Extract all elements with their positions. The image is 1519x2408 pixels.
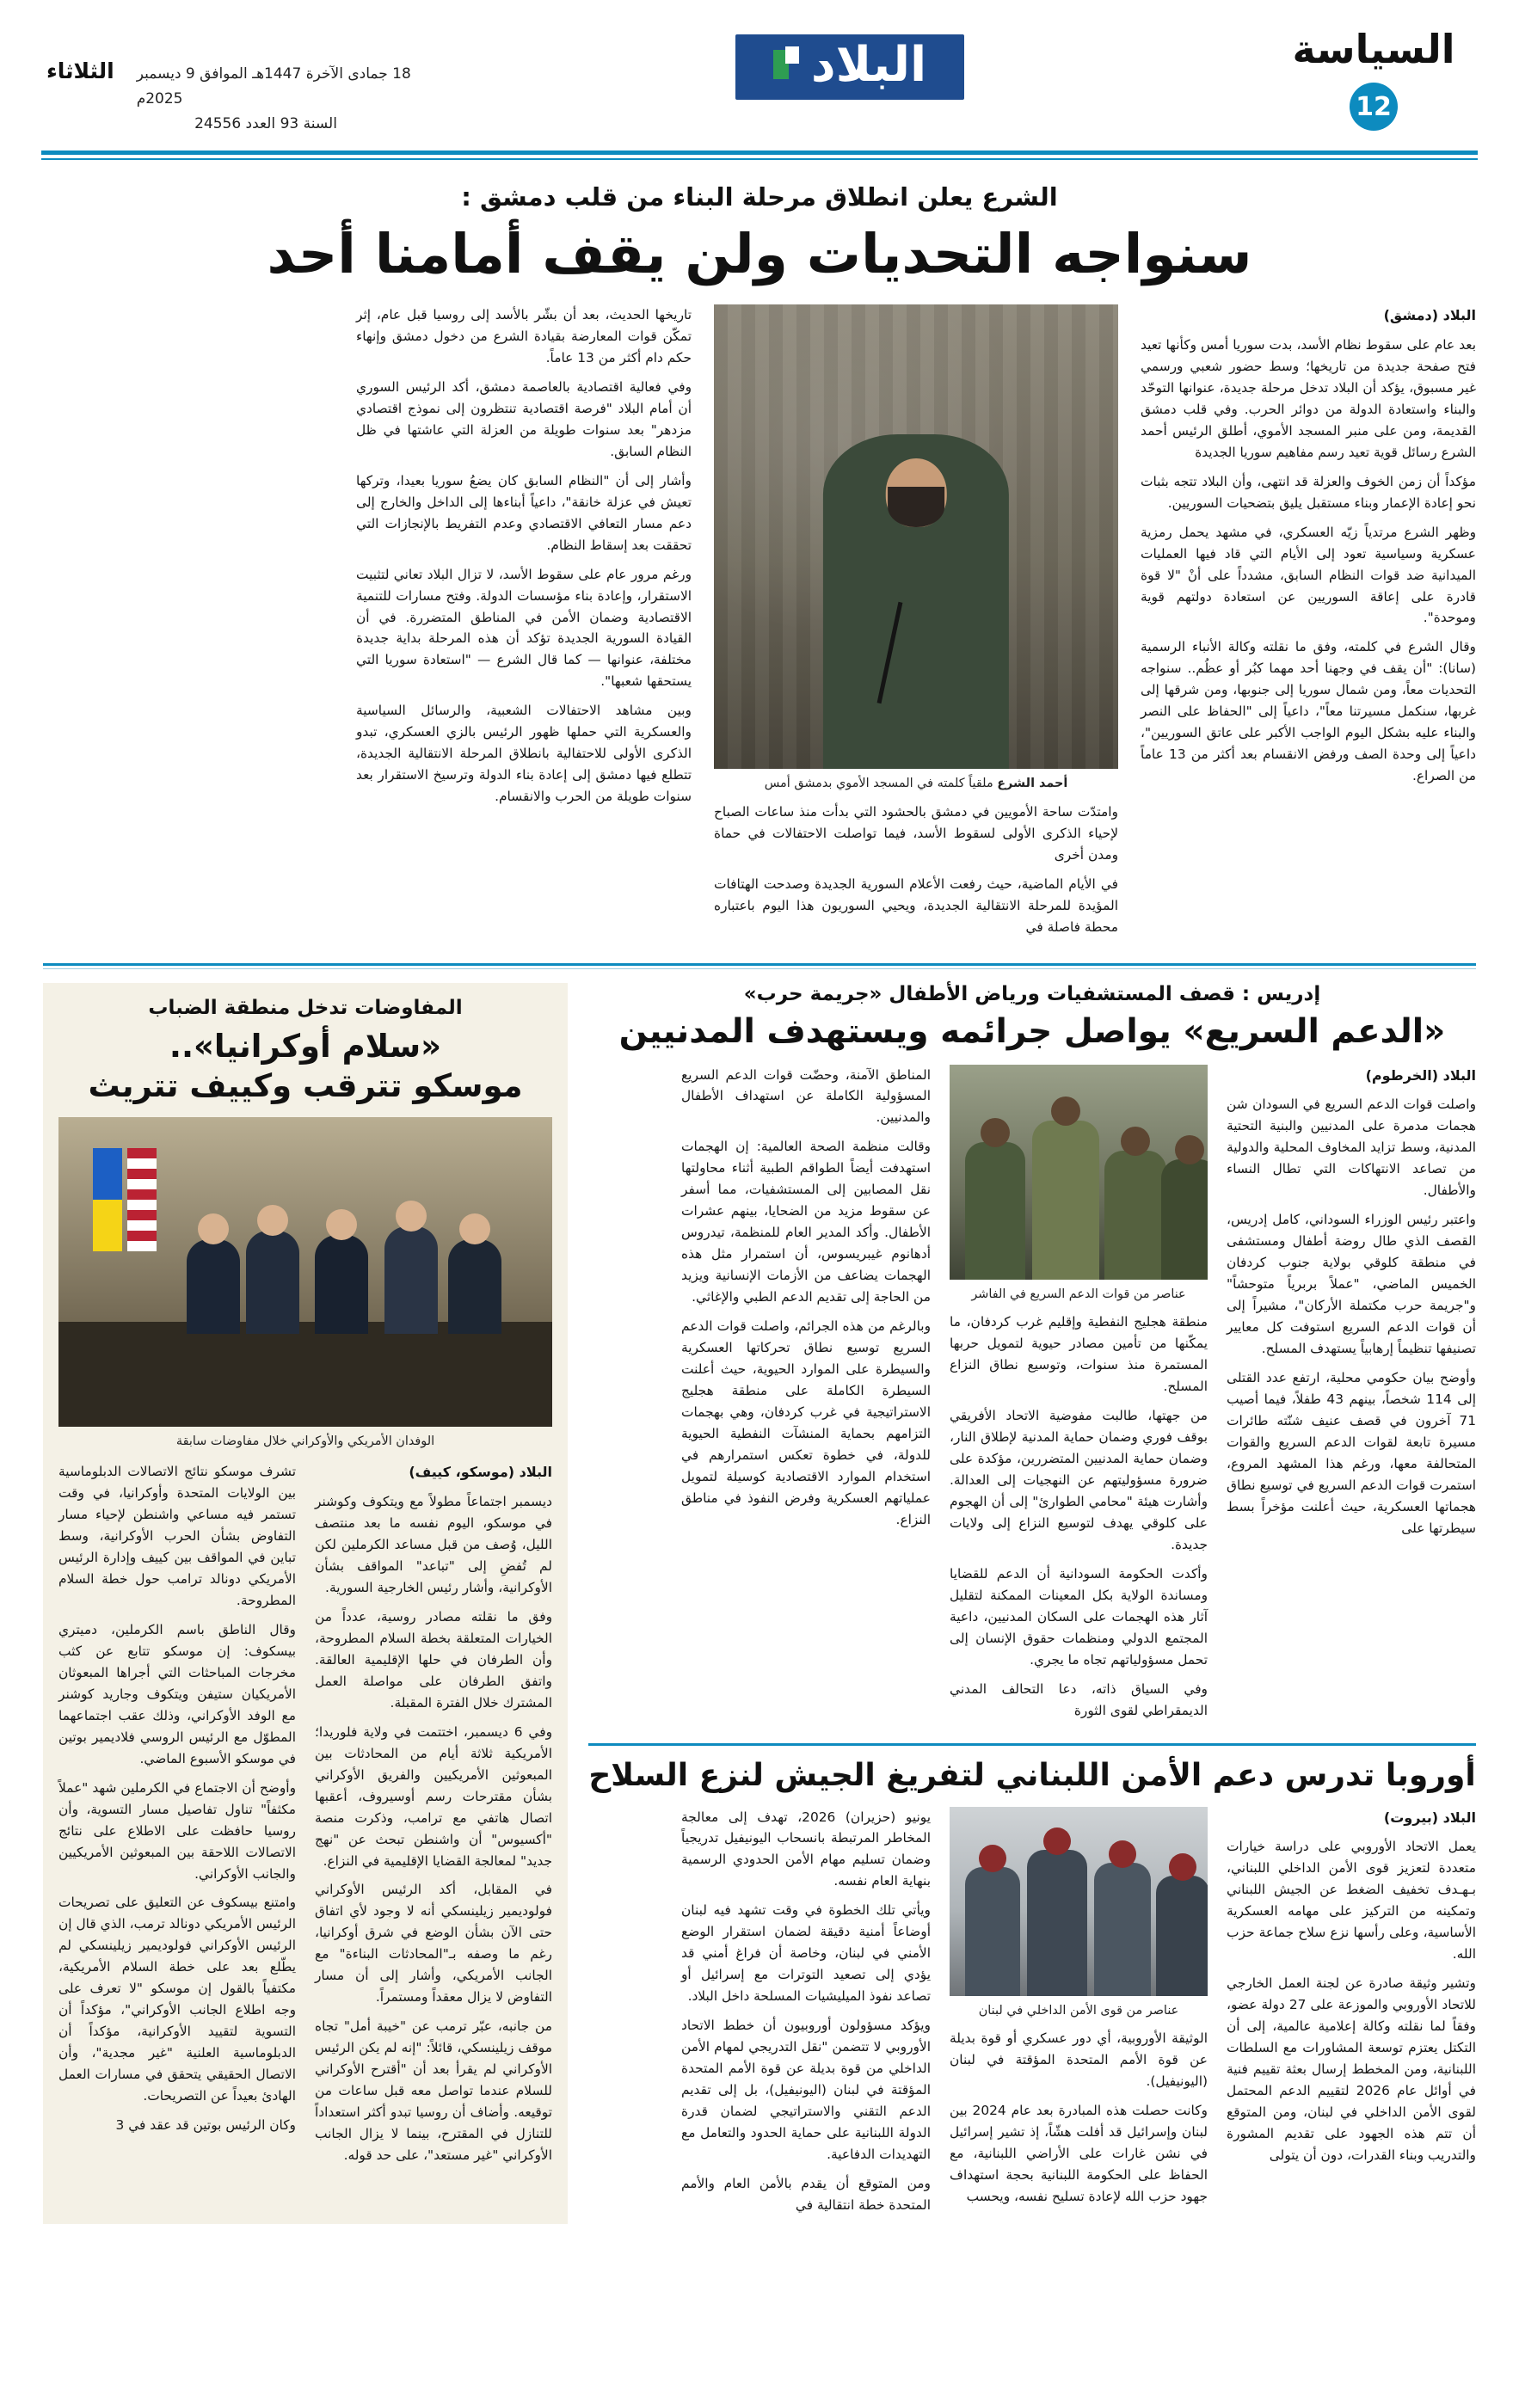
lead-photo-caption <box>714 769 1118 793</box>
paragraph: وامتنع بيسكوف عن التعليق على تصريحات الرئيس الأمريكي دونالد ترمب، الذي قال إن الرئيس الأوكراني فولوديمير زيلينسكي لم يطّلع بعد على خطة السلام الأمريكية، مكتفياً بالقول إن موسكو "لا تعرف على وجه اطلاع الجانب الأوكراني"، مؤكداً أن التسوية لتقييد الأوكرانية، مؤكداً أن الدبلوماسية العلنية "غير مجدية"، وأن الاتصال الحقيقي يتحقق في مسارات العمل الهادئ بعيداً عن التصريحات. <box>58 1895 296 2104</box>
paragraph: ورغم مرور عام على سقوط الأسد، لا تزال البلاد تعاني لتثبيت الاستقرار، وإعادة بناء مؤسسات الدولة. وفتح مسارات للتنمية الاقتصادية وضمان الأمن في المناطق المتضررة. في أن القيادة السورية الجديدة تؤكد أن هذه المرحلة بداية جديدة مختلفة، عنوانها — كما قال الشرع — "استعادة سوريا التي يستحقها شعبها". <box>356 566 692 690</box>
paragraph: من جانبه، عبّر ترمب عن "خيبة أمل" تجاه موقف زيلينسكي، قائلاً: "إنه لم يكن الرئيس الأوكراني لم يقرأ بعد أن "أقترح الأوكراني للسلام عندما تواصل معه قبل ساعات من توقيعه. وأضاف أن روسيا تبدو أكثر استعداداً للتنازل في المقترح، بينما لا يزال الجانب الأوكراني "غير مستعد"، على حد قوله. <box>315 2018 552 2163</box>
lebanon-col-mid <box>950 1807 1208 2224</box>
ukraine-headline-line2: موسكو تترقب وكييف تتريث <box>88 1067 523 1105</box>
paragraph: منطقة هجليج النفطية وإقليم غرب كردفان، ما يمكّنها من تأمين مصادر حيوية لتمويل حربها المستمرة منذ سنوات، وتوسيع نطاق النزاع المسلح. <box>950 1314 1208 1395</box>
paragraph: الوثيقة الأوروبية، أي دور عسكري أو قوة بديلة عن قوة الأمم المتحدة المؤقتة في لبنان (اليونيفيل). <box>950 2030 1208 2090</box>
lebanon-rule <box>588 1743 1476 1746</box>
paragraph: وكان الرئيس بوتين قد عقد في 3 <box>115 2117 296 2133</box>
lebanon-col-left <box>681 1807 931 2224</box>
paragraph: تشرف موسكو نتائج الاتصالات الدبلوماسية بين الولايات المتحدة وأوكرانيا، في وقت تستمر فيه مساعي واشنطن لإحياء مسار التفاوض بشأن الحرب الأوكرانية، وسط تباين في المواقف بين كييف وإدارة الرئيس الأمريكي دونالد ترامب حول خطة السلام المطروحة. <box>58 1464 296 1609</box>
paragraph: وفي 6 ديسمبر، اختتمت في ولاية فلوريدا؛ الأمريكية ثلاثة أيام من المحادثات بين المبعوثين الأمريكيين والفريق الأوكراني بشأن مقترحات رسم أوسيروف، أعقبها اتصال هاتفي مع ترامب، وذكرت منصة "أكسيوس" أن واشنطن تبحث عن "نهج جديد" لمعالجة القضايا الإقليمية في النزاع. <box>315 1723 553 1869</box>
paragraph: وكانت حصلت هذه المبادرة بعد عام 2024 بين لبنان وإسرائيل قد أفلت هشّاً، إذ تشير إسرائيل في نشن غارات على الأراضي اللبنانية، مع الحفاظ على الحكومة اللبنانية بحجة استهداف جهود حزب الله لإعادة تسليح نفسه، ويحسب <box>950 2103 1208 2205</box>
paragraph: تاريخها الحديث، بعد أن بشّر بالأسد إلى روسيا قبل عام، إثر تمكّن قوات المعارضة بقيادة الشرع من دخول دمشق وإنهاء حكم دام أكثر من 13 عاماً. <box>356 307 692 366</box>
paragraph: وبين مشاهد الاحتفالات الشعبية، والرسائل السياسية والعسكرية التي حملها ظهور الرئيس بالزي العسكري، تبدو الذكرى الأولى للاحتفالية بانطلاق المرحلة الانتقالية الجديدة، تتطلع فيها دمشق إلى إعادة بناء الدولة وترسيخ الاستقرار بعد سنوات طويلة من الحرب والانقسام. <box>356 703 692 805</box>
caption-text: ملقياً كلمته في المسجد الأموي بدمشق أمس <box>764 777 993 791</box>
paragraph: وقال الناطق باسم الكرملين، دميتري بيسكوف: إن موسكو تتابع عن كثب مخرجات المباحثات التي أجراها المبعوثان الأمريكيان ستيفن ويتكوف وجاريد كوشنر مع الوفد الأوكراني، وذلك عقب اجتماعهما المطوّل مع الرئيس الروسي فلاديمير بوتين في موسكو الأسبوع الماضي. <box>58 1622 296 1766</box>
sudan-col-left <box>681 1065 931 1729</box>
sudan-col-mid <box>950 1065 1208 1729</box>
paragraph: وأشار إلى أن "النظام السابق كان يضعُ سوريا بعيدا، وتركها تعيش في عزلة خانقة"، داعياً أبناءها إلى الداخل والخارج إلى دعم مسار التعافي الاقتصادي وعدم التفريط بالإنجازات التي تحققت بعد إسقاط النظام. <box>356 472 692 553</box>
paragraph: وأوضح أن الاجتماع في الكرملين شهد "عملاً مكثفاً" تناول تفاصيل مسار التسوية، وأن روسيا حافظت على الاطلاع على نتائج الاتصالات اللاحقة بين المبعوثين الأمريكيين والجانب الأوكراني. <box>58 1779 296 1882</box>
paragraph: ويأتي تلك الخطوة في وقت تشهد فيه لبنان أوضاعاً أمنية دقيقة لضمان استقرار الوضع الأمني في لبنان، وخاصة أن فراغ أمني قد يؤدي إلى تصعيد التوترات مع إسرائيل أو تصاعد نفوذ الميليشيات المسلحة داخل البلاد. <box>681 1902 931 2005</box>
sudan-dateline: البلاد (الخرطوم) <box>1365 1066 1476 1084</box>
lead-col-right <box>1141 304 1476 874</box>
weekday-text: الثلاثاء <box>46 58 114 83</box>
paragraph: وفي السياق ذاته، دعا التحالف المدني الديمقراطي لقوى الثورة <box>950 1680 1208 1718</box>
paragraph: مؤكداً أن زمن الخوف والعزلة قد انتهى، وأن البلاد تتجه بثبات نحو إعادة الإعمار وبناء مستقبل يليق بتضحيات السوريين. <box>1141 473 1476 511</box>
ukraine-col-right <box>315 1461 552 2174</box>
paragraph: ومن المتوقع أن يقدم بالأمن العام والأمم المتحدة خطة انتقالية في <box>681 2175 931 2213</box>
sudan-col-right <box>1227 1065 1476 1729</box>
paragraph: من جهتها، طالبت مفوضية الاتحاد الأفريقي بوقف فوري وضمان حماية المدنية لإطلاق النار، وضمان حماية المدنيين المتضررين، مؤكدة على ضرورة مسؤوليتهم عن النهجيات إلى العدالة. وأشارت هيئة "محامي الطوارئ" إلى أن الهجوم على كلوقي يهدف لتوسيع النزاع إلى ولايات جديدة. <box>950 1408 1208 1552</box>
middle-band <box>0 969 1519 2224</box>
ukraine-article <box>43 983 568 2224</box>
flag-icon <box>773 46 803 84</box>
paragraph: وأوضح بيان حكومي محلية، ارتفع عدد القتلى إلى 114 شخصاً، بينهم 43 طفلاً، فيما أصيب 71 آخرون في قصف عنيف شنّته طائرات مسيرة تابعة لقوات الدعم السريع والقوات المتحالفة معها، ورغم هذا المشهد المروع، استمرت قوات الدعم السريع في توسيع نطاق هجماتها العسكرية، حيث أعلنت مؤخراً بسط سيطرتها على <box>1227 1369 1476 1536</box>
lebanon-photo <box>950 1807 1208 1996</box>
paragraph: ويؤكد مسؤولون أوروبيون أن خطط الاتحاد الأوروبي لا تتضمن "نقل التدريجي لمهام الأمن الداخلي من قوة بديلة عن قوة الأمم المتحدة المؤقتة في لبنان (اليونيفيل)، بل إلى تقديم الدعم التقني والاستراتيجي لضمان قدرة الدولة اللبنانية على حماية الحدود والتعامل مع التهديدات الدفاعية. <box>681 2018 931 2162</box>
sudan-photo <box>950 1065 1208 1280</box>
paragraph: وفي فعالية اقتصادية بالعاصمة دمشق، أكد الرئيس السوري أن أمام البلاد "فرصة اقتصادية تنتظرون إلى نموذج اقتصادي مزدهر" بعد سنوات طويلة من العزلة التي عاشتها في ظل النظام السابق. <box>356 378 692 459</box>
paragraph: وامتدّت ساحة الأمويين في دمشق بالحشود التي بدأت منذ ساعات الصباح لإحياء الذكرى الأولى لسقوط الأسد، فيما تواصلت الاحتفالات في حماة ومدن أخرى <box>714 803 1118 863</box>
paragraph: واصلت قوات الدعم السريع في السودان شن هجمات مدمرة على المدنيين والبنية التحتية المدنية، وسط تزايد المخاوف المحلية والدولية من تصاعد الانتهاكات التي تطال النساء والأطفال. <box>1227 1096 1476 1199</box>
lead-kicker: الشرع يعلن انطلاق مرحلة البناء من قلب دمشق : <box>461 181 1058 212</box>
ukraine-kicker: المفاوضات تدخل منطقة الضباب <box>148 996 463 1019</box>
paragraph: في المقابل، أكد الرئيس الأوكراني فولوديمير زيلينسكي أنه لا وجود لأي اتفاق حتى الآن بشأن الوضع في شرق أوكرانيا، رغم ما وصفه بـ"المحادثات البناءة" مع الجانب الأمريكي، وأشار إلى أن مسار التفاوض لا يزال معقداً ومستمراً. <box>315 1882 552 2006</box>
logo-block <box>425 29 1275 100</box>
masthead-rule-thin <box>41 158 1478 160</box>
ukraine-dateline: البلاد (موسكو، كييف) <box>409 1464 552 1481</box>
paragraph: بعد عام على سقوط نظام الأسد، بدت سوريا أمس وكأنها تعيد فتح صفحة جديدة من تاريخها؛ وسط حضور شعبي ورسمي غير مسبوق، يؤكد أن البلاد تدخل مرحلة جديدة، عنوانها التوحّد والبناء واستعادة الدولة من دوائر الحرب. وفي قلب دمشق القديمة، ومن على منبر المسجد الأموي، أطلق الرئيس أحمد الشرع رسائل قوية تعيد رسم مفاهيم سوريا الجديدة <box>1141 337 1476 460</box>
lebanon-dateline: البلاد (بيروت) <box>1383 1809 1476 1826</box>
lead-headline: سنواجه التحديات ولن يقف أمامنا أحد <box>267 222 1252 286</box>
ukraine-photo-caption: الوفدان الأمريكي والأوكراني خلال مفاوضات سابقة <box>175 1434 435 1449</box>
lebanon-col-right <box>1227 1807 1476 2224</box>
dateline-block <box>46 29 425 137</box>
ukraine-headline-line1: «سلام أوكرانيا».. <box>169 1027 442 1065</box>
paragraph: المناطق الآمنة، وحضّت قوات الدعم السريع المسؤولية الكاملة عن استهداف الأطفال والمدنيين. <box>681 1066 931 1126</box>
lebanon-photo-caption: عناصر من قوى الأمن الداخلي في لبنان <box>978 2003 1179 2018</box>
sudan-headline: «الدعم السريع» يواصل جرائمه ويستهدف المدنيين <box>618 1011 1446 1051</box>
paragraph: وقالت منظمة الصحة العالمية: إن الهجمات استهدفت أيضاً الطواقم الطبية أثناء محاولتها نقل المصابين إلى المستشفيات، مما أسفر عن سقوط مزيد من الضحايا، بينهم عشرات الأطفال. وأكد المدير العام للمنظمة، تيدروس أدهانوم غيبريسوس، أن استمرار مثل هذه الهجمات يضاعف من الأزمات الإنسانية ويزيد من الحاجة إلى تقديم الدعم الطبي والإغاثي. <box>681 1139 931 1305</box>
lead-col-left <box>356 304 692 874</box>
sudan-article <box>588 983 1476 2224</box>
lebanon-headline: أوروبا تدرس دعم الأمن اللبناني لتفريغ الجيش لنزع السلاح <box>588 1757 1476 1793</box>
lead-dateline: البلاد (دمشق) <box>1383 307 1476 324</box>
sudan-kicker: إدريس : قصف المستشفيات ورياض الأطفال «جريمة حرب» <box>743 982 1321 1005</box>
section-block <box>1275 26 1473 131</box>
paragraph: وبالرغم من هذه الجرائم، واصلت قوات الدعم السريع توسيع نطاق تحركاتها العسكرية والسيطرة على الموارد الحيوية، حيث أعلنت السيطرة الكاملة على منطقة هجليج الاستراتيجية في غرب كردفان، وهي بهجمات التزامهم بحماية المنشآت النفطية الحيوية للدولة، في خطوة تعكس استمرارهم في استخدام الموارد الاقتصادية كوسيلة لتمويل عملياتهم العسكرية وفرض النفوذ في مناطق النزاع. <box>681 1318 931 1527</box>
page-number-badge: 12 <box>1350 83 1398 131</box>
paragraph: وقال الشرع في كلمته، وفق ما نقلته وكالة الأنباء الرسمية (سانا): "أن يقف في وجهنا أحد مهما كبُر أو عظُم.. سنواجه التحديات معاً، ومن شمال سوريا إلى جنوبها، ومن شرقها إلى غربها، سنكمل مسيرتنا معاً"، داعياً إلى "الحفاظ على النصر والبناء عليه بشكل اليوم الواجب الأكبر على عاتق السوريين"، داعياً إلى وحدة الصف ورفض الانقسام بعد أكثر من 13 عاماً من الصراع. <box>1141 639 1476 784</box>
paragraph: في الأيام الماضية، حيث رفعت الأعلام السورية الجديدة وصدحت الهتافات المؤيدة للمرحلة الانتقالية الجديدة، ويحيي السوريون هذا اليوم باعتباره محطة فاصلة في <box>714 875 1118 935</box>
logo-text: البلاد <box>810 37 927 93</box>
masthead <box>0 0 1519 137</box>
ukraine-col-left <box>58 1461 296 2174</box>
caption-bold: أحمد الشرع <box>997 777 1068 791</box>
paragraph: واعتبر رئيس الوزراء السوداني، كامل إدريس، القصف الذي طال روضة أطفال ومستشفى في منطقة كلوقي بولاية جنوب كردفان الخميس الماضي، "عملاً بربرياً متوحشاً" و"جريمة حرب مكتملة الأركان"، مشيراً إلى أن قوات الدعم السريع استوفت كل معايير تصنيفها تنظيماً إرهابياً يستهدف المسلح. <box>1227 1212 1476 1356</box>
paragraph: وأكدت الحكومة السودانية أن الدعم للقضايا ومساندة الولاية بكل المعينات الممكنة لتقليل آثار هذه الهجمات على السكان المدنيين، داعية المجتمع الدولي ومنظمات حقوق الإنسان إلى تحمل مسؤولياتهم تجاه ما يجري. <box>950 1565 1208 1668</box>
sudan-photo-caption: عناصر من قوات الدعم السريع في الفاشر <box>971 1287 1186 1301</box>
lebanon-article <box>588 1756 1476 2224</box>
paragraph: وظهر الشرع مرتدياً زيّه العسكري، في مشهد يحمل رمزية عسكرية وسياسية تعود إلى الأيام التي قاد فيها العمليات الميدانية ضد قوات النظام السابق، مشدداً على أنْ "لا قوة قادرة على إعاقة السوريين عن استعادة دولتهم قوية وموحدة". <box>1141 524 1476 626</box>
paragraph: ديسمبر اجتماعاً مطولاً مع ويتكوف وكوشنر في موسكو، اليوم نفسه ما بعد منتصف الليل، وُصف من قبل مساعد الكرملين لكن لم تُفضِ إلى "تباعد" المواقف بشأن الأوكرانية، وأشار رئيس الخارجية السورية. <box>315 1494 552 1596</box>
paragraph: يعمل الاتحاد الأوروبي على دراسة خيارات متعددة لتعزيز قوى الأمن الداخلي اللبناني، بـهـدف تخفيف الضغط عن الجيش اللبناني وتمكينه من التركيز على مهامه العسكرية الأساسية، وعلى رأسها نزع سلاح جماعة حزب الله. <box>1227 1839 1476 1963</box>
paragraph: يونيو (حزيران) 2026، تهدف إلى معالجة المخاطر المرتبطة بانسحاب اليونيفيل تدريجياً وضمان تسليم مهام الأمن الحدودي الرسمية بنهاية العام نفسه. <box>681 1809 931 1889</box>
section-rule <box>43 963 1476 966</box>
masthead-rule <box>41 150 1478 155</box>
lead-photo <box>714 304 1118 769</box>
section-title: السياسة <box>1292 26 1455 72</box>
lead-article <box>0 294 1519 874</box>
paragraph: وتشير وثيقة صادرة عن لجنة العمل الخارجي للاتحاد الأوروبي والموزعة على 27 دولة عضو، وفقاً لما نقلته وكالة إعلامية عالمية، إلى أن التكتل يعتزم توسعة المشاورات مع السلطات اللبنانية، ومن المخطط إرسال بعثة تقييم فنية في أوائل عام 2026 لتقييم الدعم المحتمل لقوى الأمن الداخلي في لبنان، ومن المتوقع أن تتم هذه الجهود على تقديم المشورة والتدريب وبناء القدرات، دون أن يتولى <box>1227 1975 1476 2163</box>
ukraine-photo <box>58 1117 552 1427</box>
issue-text: السنة 93 العدد 24556 <box>194 114 337 132</box>
lead-col-mid-bottom <box>714 874 1118 946</box>
paragraph: وفق ما نقلته مصادر روسية، عدداً من الخيارات المتعلقة بخطة السلام المطروحة، وأن الطرفان في حلها الإقليمية العالقة. واتفق الطرفان على مواصلة العمل المشترك خلال الفترة المقبلة. <box>315 1609 552 1711</box>
lead-col-mid <box>714 304 1118 874</box>
date-text: 18 جمادى الآخرة 1447هـ الموافق 9 ديسمبر 2025م <box>136 65 411 108</box>
newspaper-logo <box>735 34 964 100</box>
